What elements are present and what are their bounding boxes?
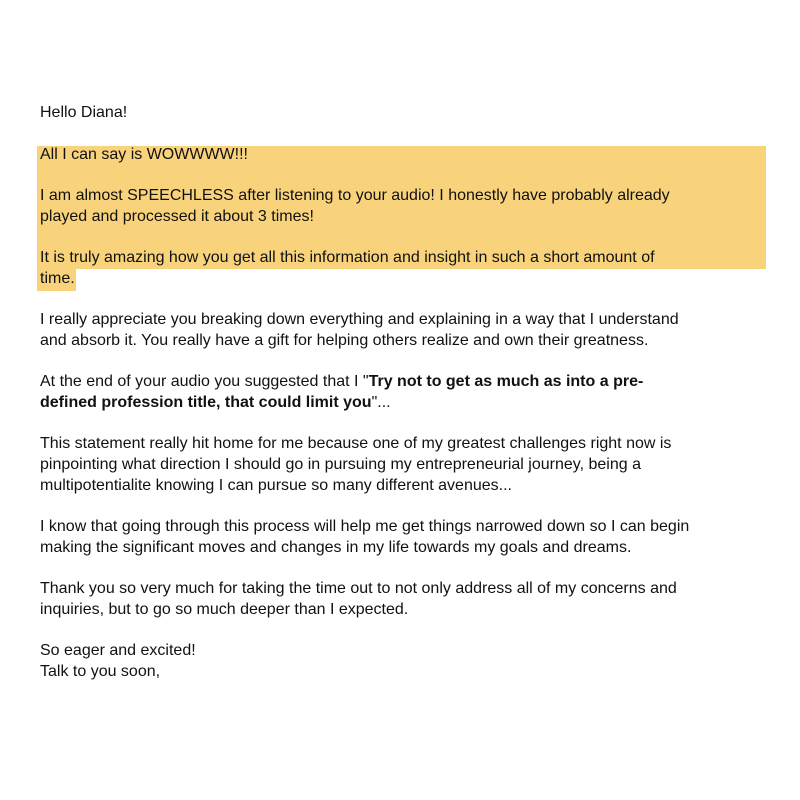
letter-body — [40, 102, 768, 682]
paragraph-line: pinpointing what direction I should go in pursuing my entrepreneurial journey, being a — [40, 456, 641, 473]
bold-quote: defined profession title, that could limit you — [40, 394, 372, 411]
paragraph-line: I am almost SPEECHLESS after listening to your audio! I honestly have probably already — [40, 187, 670, 204]
paragraph-line: All I can say is WOWWWW!!! — [40, 146, 248, 163]
paragraph-line: played and processed it about 3 times! — [40, 208, 314, 225]
paragraph-line: This statement really hit home for me because one of my greatest challenges right now is — [40, 435, 672, 452]
closing-line: So eager and excited! — [40, 642, 196, 659]
paragraph-fragment: At the end of your audio you suggested that I " — [40, 373, 369, 390]
paragraph-suggestion — [40, 371, 768, 413]
paragraph-line: I know that going through this process will help me get things narrowed down so I can begin — [40, 518, 690, 535]
paragraph-exclamation — [40, 144, 768, 165]
bold-quote: Try not to get as much as into a pre- — [368, 373, 644, 390]
paragraph-process — [40, 516, 768, 558]
paragraph-line — [40, 371, 768, 392]
greeting-text: Hello Diana! — [40, 104, 128, 121]
paragraph-fragment: . — [70, 270, 75, 287]
paragraph-line: It is truly amazing how you get all this information and insight in such a short amount of — [40, 249, 655, 266]
paragraph-amazing — [40, 247, 768, 289]
paragraph-fragment: "... — [371, 394, 391, 411]
paragraph-thanks — [40, 578, 768, 620]
paragraph-line: multipotentialite knowing I can pursue so many different avenues... — [40, 477, 512, 494]
paragraph-line: and absorb it. You really have a gift for helping others realize and own their greatness. — [40, 332, 649, 349]
closing-line: Talk to you soon, — [40, 663, 161, 680]
paragraph-line — [40, 268, 768, 289]
closing — [40, 640, 768, 682]
greeting — [40, 102, 768, 123]
paragraph-line: inquiries, but to go so much deeper than I expected. — [40, 601, 409, 618]
paragraph-statement — [40, 433, 768, 496]
paragraph-appreciate — [40, 309, 768, 351]
paragraph-line — [40, 392, 768, 413]
paragraph-fragment: time — [40, 270, 71, 287]
paragraph-line: making the significant moves and changes in my life towards my goals and dreams. — [40, 539, 632, 556]
paragraph-line: Thank you so very much for taking the time out to not only address all of my concerns and — [40, 580, 677, 597]
paragraph-speechless — [40, 185, 768, 227]
paragraph-line: I really appreciate you breaking down everything and explaining in a way that I understand — [40, 311, 679, 328]
